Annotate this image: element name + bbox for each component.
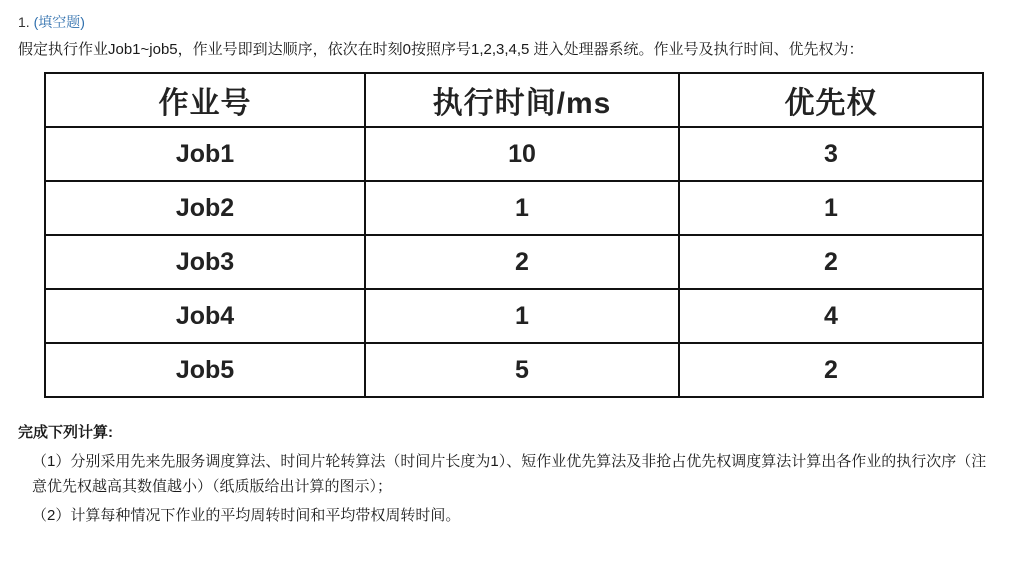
table-cell-time: 1 [365,289,679,343]
table-row [45,235,983,289]
table-cell-time: 1 [365,181,679,235]
table-cell-job: Job4 [45,289,365,343]
table-row [45,343,983,397]
table-cell-priority: 4 [679,289,983,343]
table-cell-priority: 1 [679,181,983,235]
table-cell-priority: 3 [679,127,983,181]
table-cell-priority: 2 [679,235,983,289]
table-cell-job: Job3 [45,235,365,289]
job-table [44,72,984,398]
question-type-tag: (填空题) [33,14,85,30]
question-number: 1. [18,14,30,30]
table-row [45,289,983,343]
task-item-2: （2）计算每种情况下作业的平均周转时间和平均带权周转时间。 [32,507,461,524]
question-tasks [16,420,998,528]
table-cell-time: 2 [365,235,679,289]
table-cell-job: Job5 [45,343,365,397]
table-cell-time: 10 [365,127,679,181]
table-row [45,127,983,181]
question-header [18,12,998,32]
task-item-1: （1）分别采用先来先服务调度算法、时间片轮转算法（时间片长度为1）、短作业优先算法及非抢占优先权调度算法计算出各作业的执行次序（注意优先权越高其数值越小）（纸质版给出计算的图示）； [32,453,987,495]
table-cell-priority: 2 [679,343,983,397]
tasks-lead: 完成下列计算: [18,424,113,441]
table-header-cell: 优先权 [679,73,983,127]
table-row [45,181,983,235]
question-stem: 假定执行作业Job1~job5，作业号即到达顺序，依次在时刻0按照序号1,2,3,4,5 进入处理器系统。作业号及执行时间、优先权为： [18,41,864,58]
table-cell-time: 5 [365,343,679,397]
table-header-cell: 作业号 [45,73,365,127]
table-header-row [45,73,983,127]
table-cell-job: Job2 [45,181,365,235]
table-header-cell: 执行时间/ms [365,73,679,127]
table-cell-job: Job1 [45,127,365,181]
